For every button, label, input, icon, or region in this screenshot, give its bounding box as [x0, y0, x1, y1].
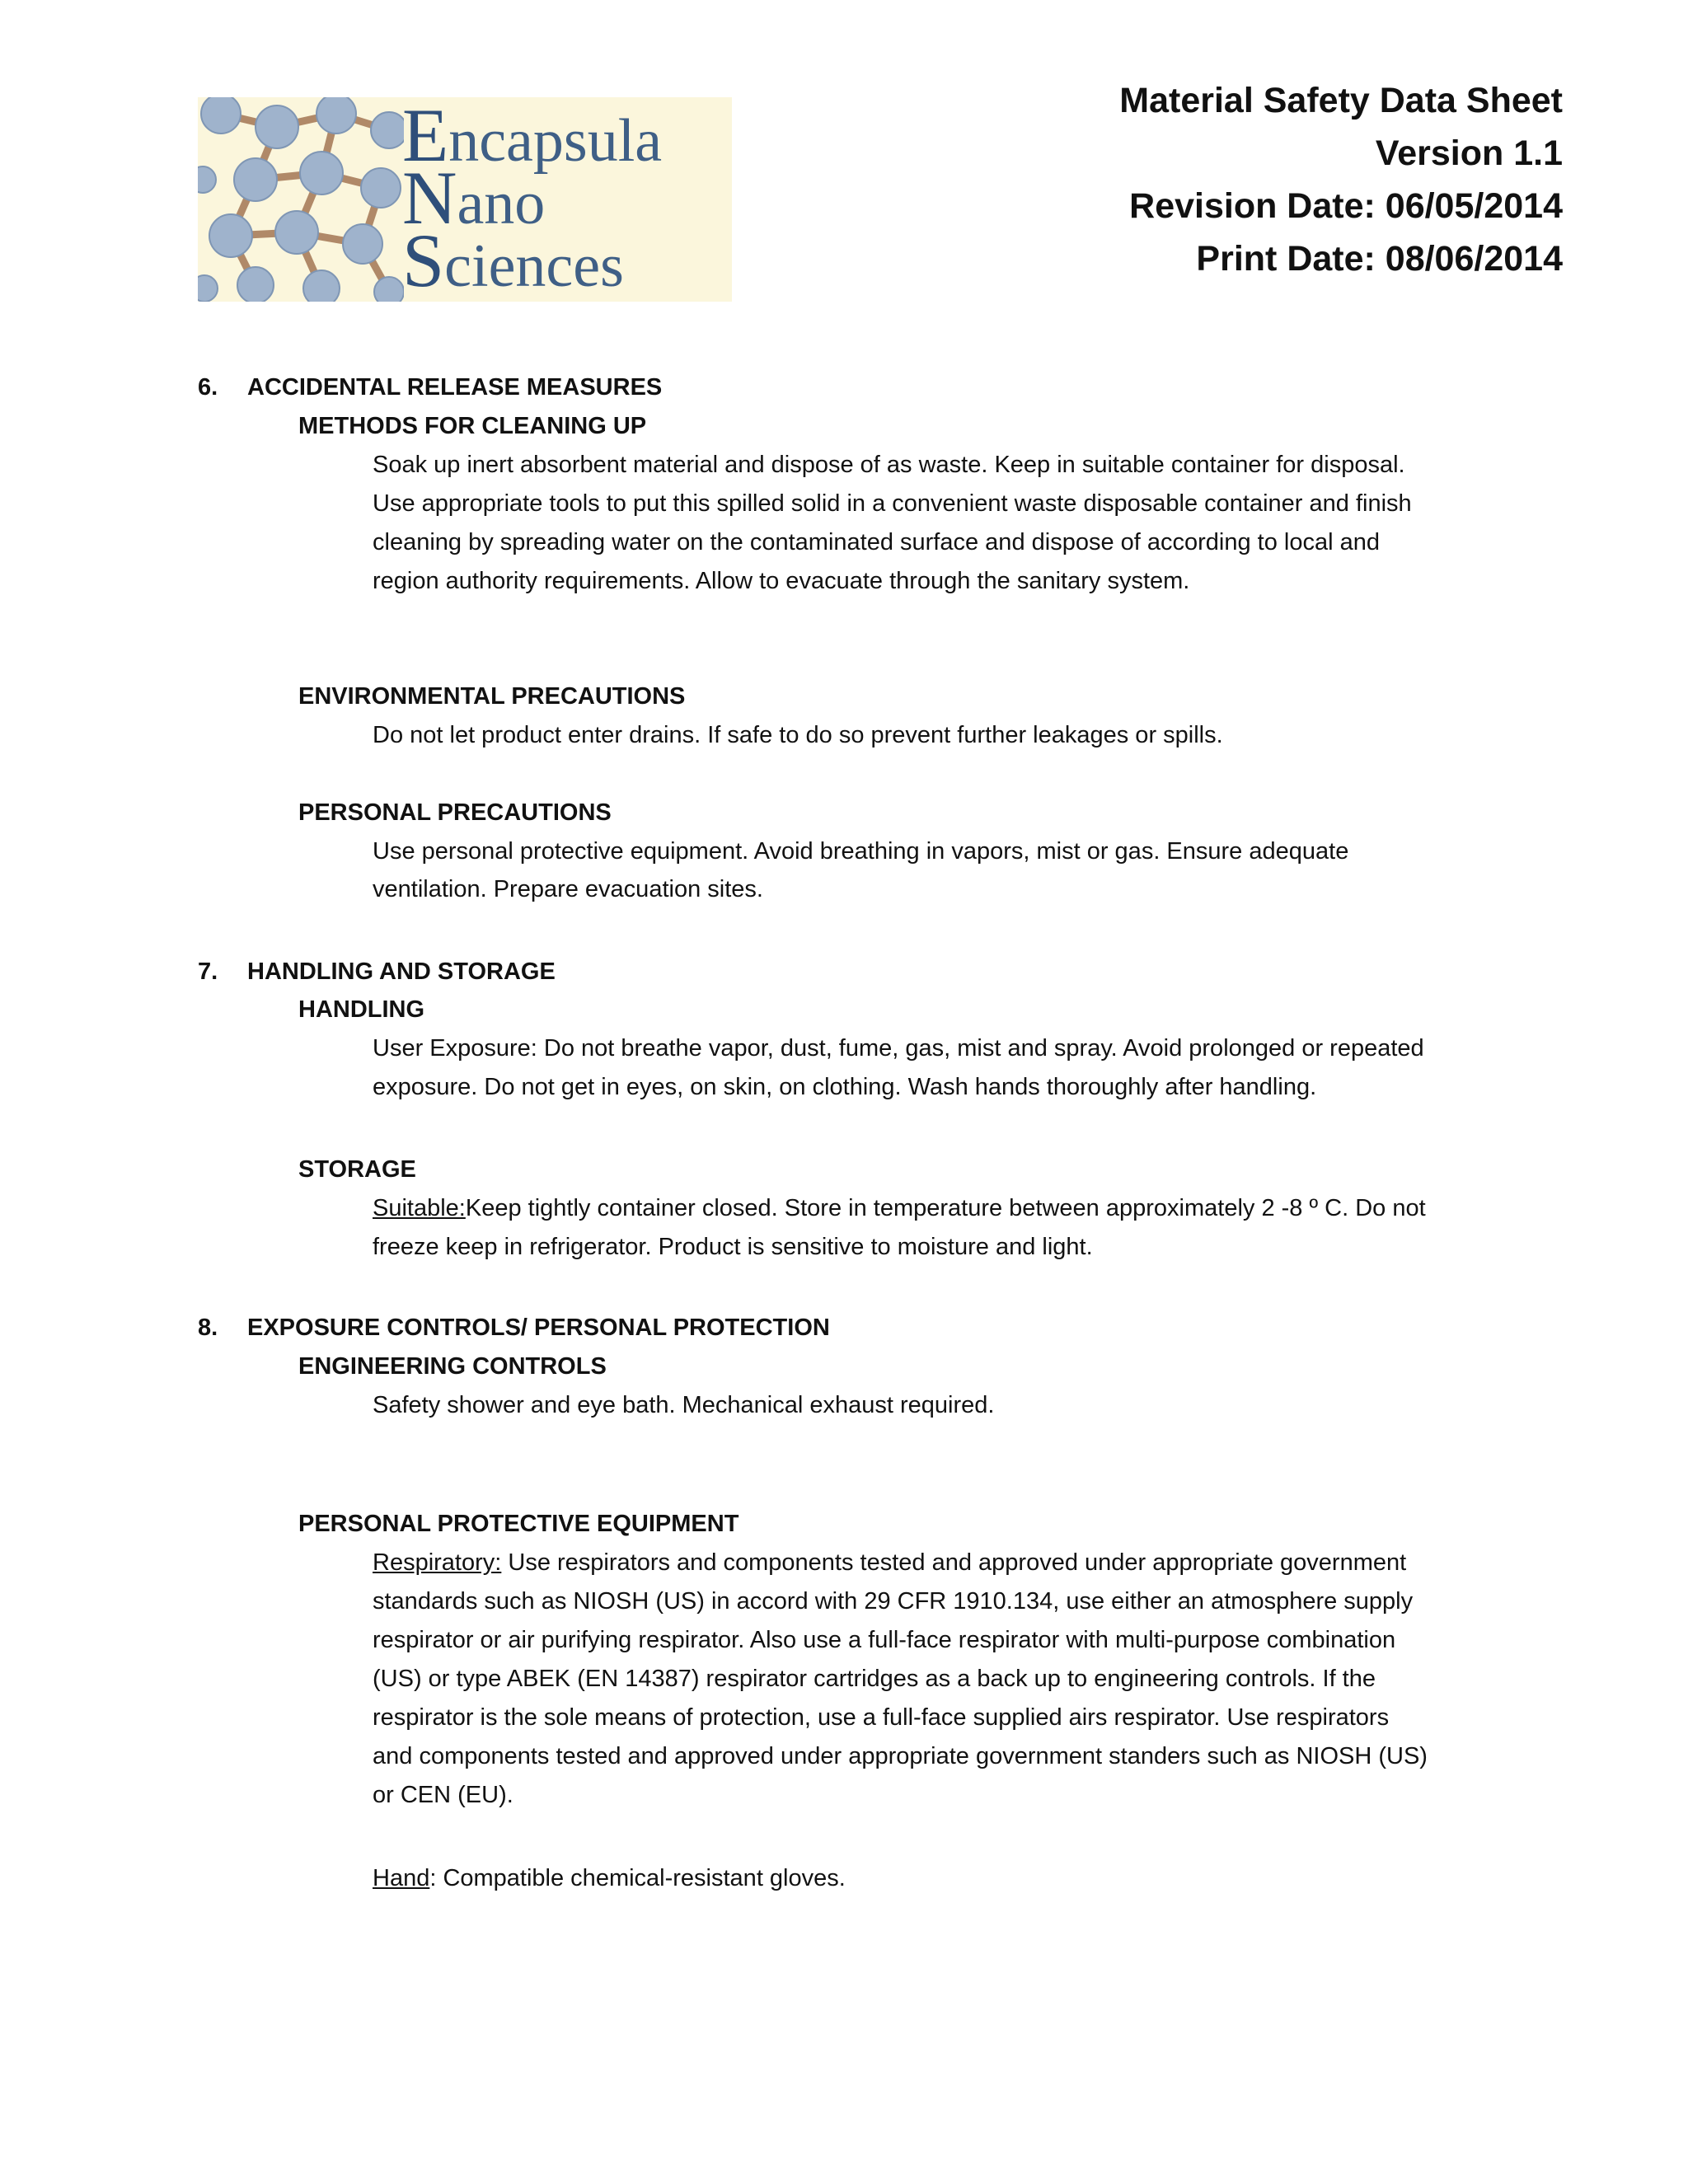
- section-number: 6.: [198, 374, 218, 401]
- storage-line-1-text: Keep tightly container closed. Store in temperature between approximately 2 -8 º C. Do not: [465, 1195, 1426, 1221]
- environmental-line-1: Do not let product enter drains. If safe to do so prevent further leakages or spills.: [373, 722, 1223, 748]
- respiratory-line-2: standards such as NIOSH (US) in accord with 29 CFR 1910.134, use either an atmosphere supply: [373, 1588, 1414, 1615]
- section-number: 8.: [198, 1315, 218, 1341]
- personal-precautions-line-1: Use personal protective equipment. Avoid breathing in vapors, mist or gas. Ensure adequate: [373, 838, 1349, 865]
- cleaning-line-3: cleaning by spreading water on the contaminated surface and dispose of according to local and: [373, 529, 1381, 555]
- engineering-controls-line-1: Safety shower and eye bath. Mechanical exhaust required.: [373, 1392, 995, 1418]
- print-date: Print Date: 08/06/2014: [1196, 239, 1563, 279]
- section-8-heading: [198, 1309, 830, 1347]
- respiratory-line-6: and components tested and approved under appropriate government standers such as NIOSH (US): [373, 1743, 1428, 1769]
- company-logo: [198, 93, 732, 302]
- respiratory-line-1: [373, 1544, 1406, 1582]
- revision-date: Revision Date: 06/05/2014: [1129, 186, 1563, 226]
- logo-line-encapsula: Encapsula: [402, 93, 663, 177]
- logo-wordmark: [402, 93, 732, 302]
- logo-line-sciences: Sciences: [402, 218, 624, 302]
- respiratory-line-4: (US) or type ABEK (EN 14387) respirator cartridges as a back up to engineering controls. If the: [373, 1666, 1376, 1692]
- respiratory-line-1-text: Use respirators and components tested and approved under appropriate government: [501, 1549, 1407, 1576]
- personal-precautions-heading: PERSONAL PRECAUTIONS: [298, 799, 612, 826]
- section-title: EXPOSURE CONTROLS/ PERSONAL PROTECTION: [247, 1315, 830, 1341]
- methods-cleaning-heading: METHODS FOR CLEANING UP: [298, 413, 647, 439]
- document-version: Version 1.1: [1375, 134, 1563, 173]
- document-title: Material Safety Data Sheet: [1119, 81, 1563, 120]
- storage-heading: STORAGE: [298, 1156, 416, 1183]
- storage-suitable-label: Suitable:: [373, 1195, 466, 1221]
- hand-protection-line: [373, 1859, 846, 1898]
- section-6-heading: [198, 368, 662, 407]
- handling-heading: HANDLING: [298, 996, 425, 1023]
- section-title: ACCIDENTAL RELEASE MEASURES: [247, 374, 663, 401]
- document-header: [1119, 74, 1563, 285]
- respiratory-line-7: or CEN (EU).: [373, 1782, 513, 1808]
- section-7-heading: [198, 953, 556, 991]
- respiratory-line-5: respirator is the sole means of protection, use a full-face supplied airs respirator. Use respirators: [373, 1704, 1390, 1731]
- hand-protection-text: : Compatible chemical-resistant gloves.: [429, 1865, 846, 1891]
- handling-line-2: exposure. Do not get in eyes, on skin, on clothing. Wash hands thoroughly after handling.: [373, 1074, 1317, 1100]
- hand-label: Hand: [373, 1865, 430, 1891]
- environmental-precautions-heading: ENVIRONMENTAL PRECAUTIONS: [298, 683, 686, 710]
- respiratory-label: Respiratory:: [373, 1549, 502, 1576]
- storage-line-2: freeze keep in refrigerator. Product is sensitive to moisture and light.: [373, 1234, 1093, 1260]
- storage-line-1: [373, 1189, 1426, 1228]
- ppe-heading: PERSONAL PROTECTIVE EQUIPMENT: [298, 1511, 739, 1537]
- section-title: HANDLING AND STORAGE: [247, 958, 556, 985]
- personal-precautions-line-2: ventilation. Prepare evacuation sites.: [373, 876, 763, 902]
- respiratory-line-3: respirator or air purifying respirator. Also use a full-face respirator with multi-purpose combination: [373, 1627, 1396, 1653]
- section-number: 7.: [198, 958, 218, 985]
- logo-line-nano: Nano: [402, 156, 546, 240]
- cleaning-line-1: Soak up inert absorbent material and dispose of as waste. Keep in suitable container for disposal.: [373, 452, 1405, 478]
- handling-line-1: User Exposure: Do not breathe vapor, dust, fume, gas, mist and spray. Avoid prolonged or repeated: [373, 1035, 1424, 1062]
- cleaning-line-4: region authority requirements. Allow to evacuate through the sanitary system.: [373, 568, 1190, 594]
- molecule-lattice-graphic: [198, 97, 404, 302]
- cleaning-line-2: Use appropriate tools to put this spilled solid in a convenient waste disposable container and finish: [373, 490, 1412, 517]
- engineering-controls-heading: ENGINEERING CONTROLS: [298, 1353, 607, 1380]
